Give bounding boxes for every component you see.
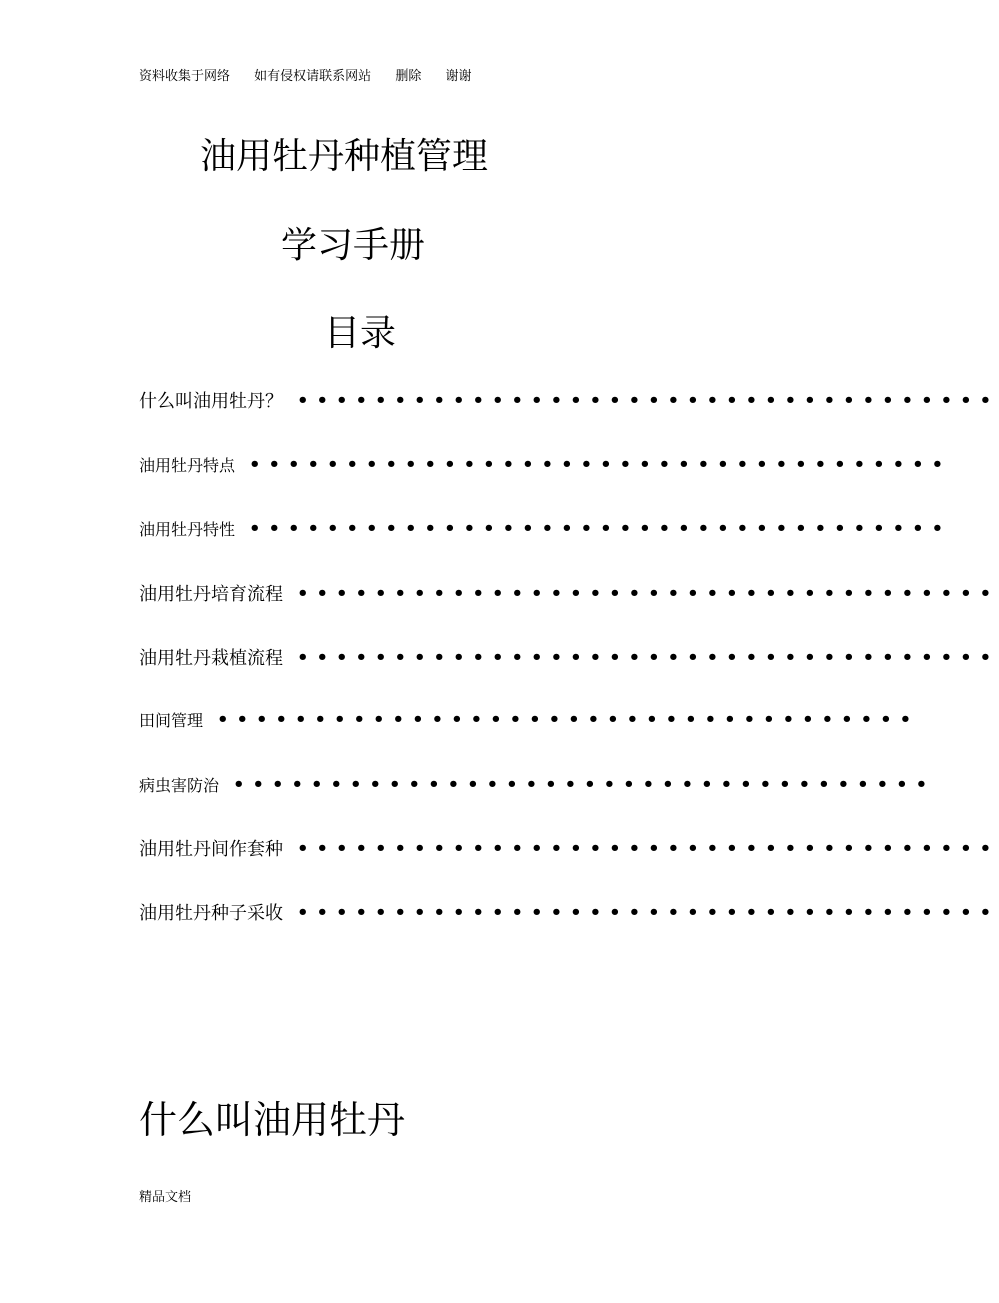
- dot-leader: ••••••••••••••••••••••••••••••••••••: [297, 582, 999, 604]
- dot-leader: ••••••••••••••••••••••••••••••••••••: [233, 773, 936, 795]
- toc-entry[interactable]: [139, 444, 952, 484]
- document-subtitle: 学习手册: [281, 225, 426, 266]
- toc-entry[interactable]: [139, 573, 999, 613]
- page-header: [139, 68, 491, 86]
- toc-entry-label: 什么叫油用牡丹？: [139, 391, 283, 412]
- header-source-note: 资料收集于网络: [139, 69, 231, 84]
- dot-leader: ••••••••••••••••••••••••••••••••••••: [297, 646, 999, 668]
- toc-entry[interactable]: [139, 764, 936, 804]
- dot-leader: ••••••••••••••••••••••••••••••••••••: [217, 708, 920, 730]
- toc-entry[interactable]: [139, 699, 920, 739]
- toc-entry-label: 油用牡丹栽植流程: [139, 648, 283, 669]
- toc-entry-label: 油用牡丹特点: [139, 455, 236, 475]
- toc-entry[interactable]: [139, 892, 999, 932]
- toc-entry-label: 油用牡丹培育流程: [139, 584, 283, 605]
- header-thanks-note: 谢谢: [445, 69, 472, 84]
- dot-leader: ••••••••••••••••••••••••••••••••••••: [297, 389, 999, 411]
- toc-entry[interactable]: [139, 508, 952, 548]
- header-infringement-note: 如有侵权请联系网站: [254, 69, 372, 84]
- toc-entry-label: 田间管理: [139, 710, 204, 730]
- toc-heading: 目录: [324, 313, 397, 354]
- header-delete-note: 删除: [395, 69, 422, 84]
- toc-entry[interactable]: [139, 828, 999, 868]
- document-title: 油用牡丹种植管理: [200, 136, 489, 177]
- dot-leader: ••••••••••••••••••••••••••••••••••••: [297, 837, 999, 859]
- toc-entry-label: 油用牡丹特性: [139, 519, 236, 539]
- page-footer: 精品文档: [139, 1190, 192, 1205]
- toc-entry-label: 油用牡丹间作套种: [139, 839, 283, 860]
- dot-leader: ••••••••••••••••••••••••••••••••••••: [249, 517, 952, 539]
- toc-entry-label: 油用牡丹种子采收: [139, 903, 283, 924]
- toc-entry[interactable]: [139, 637, 999, 677]
- dot-leader: ••••••••••••••••••••••••••••••••••••: [297, 901, 999, 923]
- toc-entry-label: 病虫害防治: [139, 775, 220, 795]
- dot-leader: ••••••••••••••••••••••••••••••••••••: [249, 453, 952, 475]
- toc-entry[interactable]: [139, 380, 999, 420]
- section-heading: 什么叫油用牡丹: [139, 1098, 406, 1142]
